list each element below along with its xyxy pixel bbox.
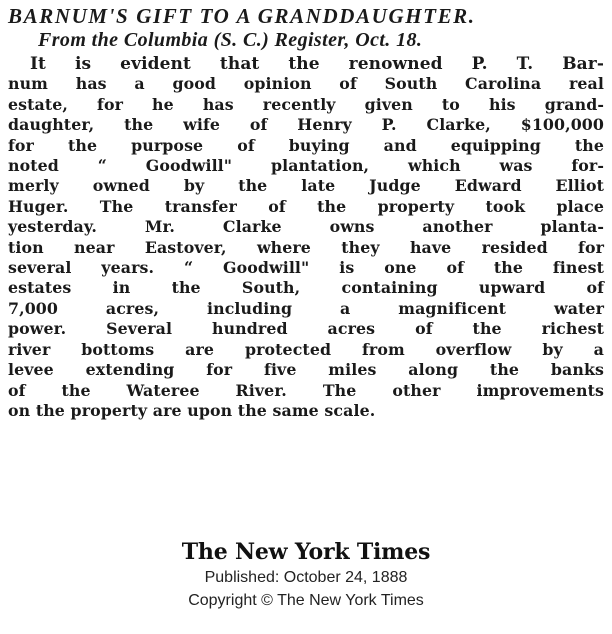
body-line: yesterday. Mr. Clarke owns another planta- xyxy=(8,217,604,237)
body-line: merly owned by the late Judge Edward Elliot xyxy=(8,176,604,196)
body-line: daughter, the wife of Henry P. Clarke, $100,000 xyxy=(8,115,604,135)
article-clipping xyxy=(8,4,604,421)
body-line: levee extending for five miles along the banks xyxy=(8,360,604,380)
article-headline: BARNUM'S GIFT TO A GRANDDAUGHTER. xyxy=(8,4,476,28)
body-line: of the Wateree River. The other improvements xyxy=(8,380,604,400)
nyt-masthead-logo: The New York Times xyxy=(181,539,431,565)
body-line: tion near Eastover, where they have resided for xyxy=(8,237,604,257)
body-line: noted “ Goodwill" plantation, which was for- xyxy=(8,156,604,176)
body-line: on the property are upon the same scale. xyxy=(8,400,376,420)
published-date: Published: October 24, 1888 xyxy=(204,569,408,586)
body-line: estates in the South, containing upward of xyxy=(8,278,604,298)
body-line: 7,000 acres, including a magnificent water xyxy=(8,298,604,318)
body-line: Huger. The transfer of the property took place xyxy=(8,196,604,216)
body-line: for the purpose of buying and equipping the xyxy=(8,135,604,155)
body-line: num has a good opinion of South Carolina real xyxy=(8,74,604,94)
article-body xyxy=(8,54,604,421)
copyright-notice: Copyright © The New York Times xyxy=(188,592,424,609)
body-line: estate, for he has recently given to his grand- xyxy=(8,94,604,114)
body-line: power. Several hundred acres of the richest xyxy=(8,319,604,339)
body-line: It is evident that the renowned P. T. Bar- xyxy=(30,54,604,74)
body-line: river bottoms are protected from overflow by a xyxy=(8,339,604,359)
article-footer xyxy=(0,538,612,612)
article-dateline: From the Columbia (S. C.) Register, Oct. 18. xyxy=(38,29,423,51)
body-line: several years. “ Goodwill" is one of the finest xyxy=(8,258,604,278)
